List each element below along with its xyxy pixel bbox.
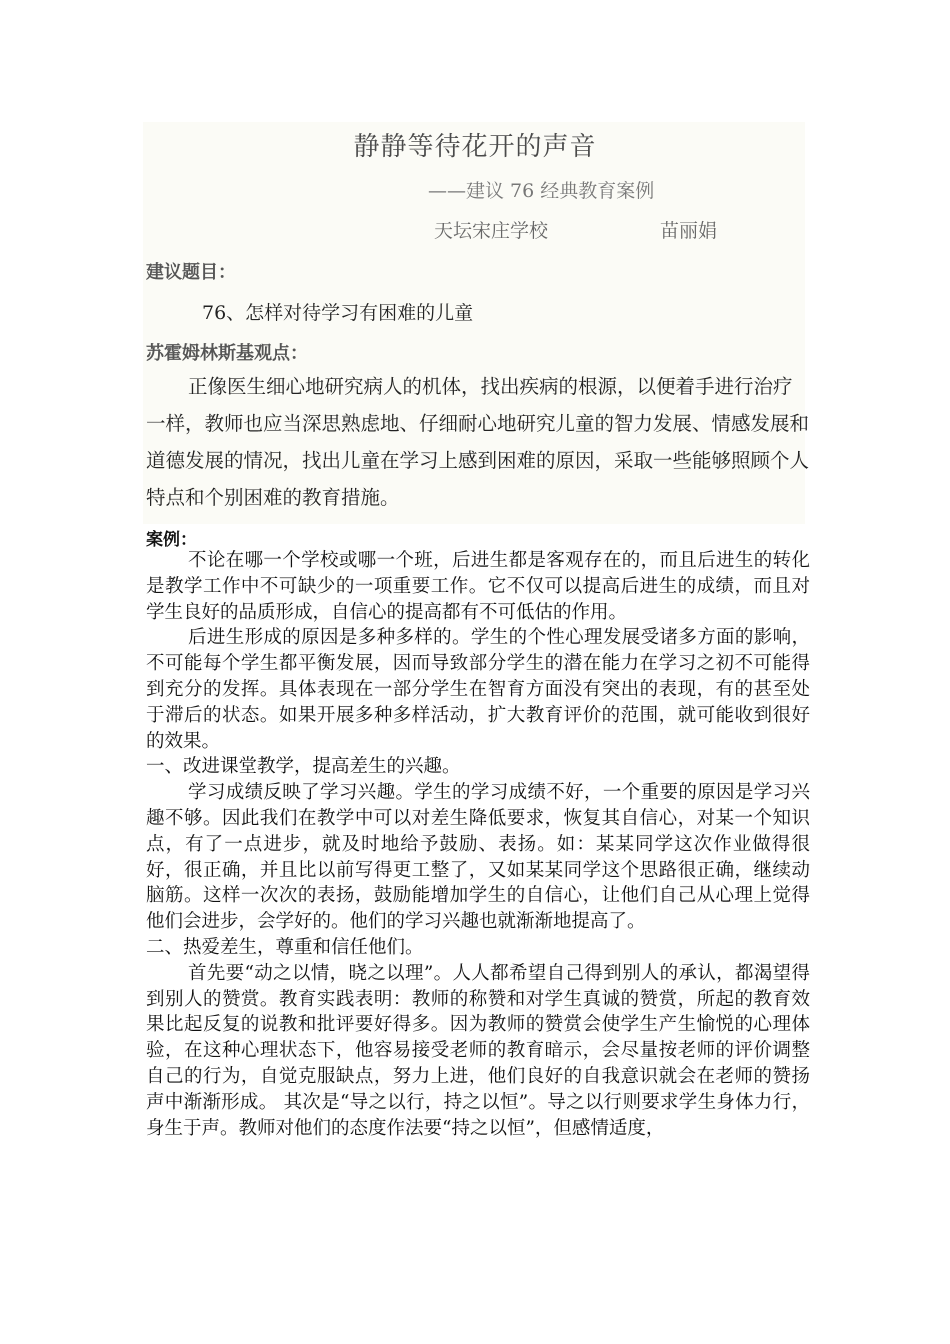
section-heading: 二、热爱差生，尊重和信任他们。 [146,936,424,958]
case-body [146,548,810,1141]
case-paragraph: 不论在哪一个学校或哪一个班，后进生都是客观存在的，而且后进生的转化是教学工作中不可缺少的一项重要工作。它不仅可以提高后进生的成绩，而且对学生良好的品质形成，自信心的提高都有不可低估的作用。 [146,550,810,623]
case-paragraph: 后进生形成的原因是多种多样的。学生的个性心理发展受诸多方面的影响，不可能每个学生都平衡发展，因而导致部分学生的潜在能力在学习之初不可能得到充分的发挥。具体表现在一部分学生在智育方面没有突出的表现，有的甚至处于滞后的状态。如果开展多种多样活动，扩大教育评价的范围，就可能收到很好的效果。 [146,627,810,752]
author-name: 苗丽娟 [660,220,718,242]
suggestion-label: 建议题目： [146,262,236,283]
document-subtitle: ——建议 76 经典教育案例 [428,180,655,202]
case-paragraph: 首先要“动之以情，晓之以理”。人人都希望自己得到别人的承认，都渴望得到别人的赞赏。教育实践表明：教师的称赞和对学生真诚的赞赏，所起的教育效果比起反复的说教和批评要好得多。因为教师的赞赏会使学生产生愉悦的心理体验，在这种心理状态下，他容易接受老师的教育暗示，会尽量按老师的评价调整自己的行为，自觉克服缺点，努力上进，他们良好的自我意识就会在老师的赞扬声中渐渐形成。 其次是“导之以行，持之以恒”。导之以行则要求学生身体力行，身生于声。教师对他们的态度作法要“持之以恒”，但感情适度， [146,962,810,1139]
document-title: 静静等待花开的声音 [353,132,597,162]
case-label: 案例： [146,530,197,550]
viewpoint-text: 正像医生细心地研究病人的机体，找出疾病的根源，以便着手进行治疗一样，教师也应当深思熟虑地、仔细耐心地研究儿童的智力发展、情感发展和道德发展的情况，找出儿童在学习上感到困难的原因，采取一些能够照顾个人特点和个别困难的教育措施。 [146,375,810,509]
case-paragraph: 学习成绩反映了学习兴趣。学生的学习成绩不好，一个重要的原因是学习兴趣不够。因此我们在教学中可以对差生降低要求，恢复其自信心，对某一个知识点，有了一点进步，就及时地给予鼓励、表扬。如：某某同学这次作业做得很好，很正确，并且比以前写得更工整了，又如某某同学这个思路很正确，继续动脑筋。这样一次次的表扬，鼓励能增加学生的自信心，让他们自己从心理上觉得他们会进步，会学好的。他们的学习兴趣也就渐渐地提高了。 [146,782,810,933]
suggestion-topic: 76、怎样对待学习有困难的儿童 [202,302,474,324]
viewpoint-label: 苏霍姆林斯基观点： [146,343,308,364]
school-name: 天坛宋庄学校 [434,220,549,242]
section-heading: 一、改进课堂教学，提高差生的兴趣。 [146,756,461,778]
